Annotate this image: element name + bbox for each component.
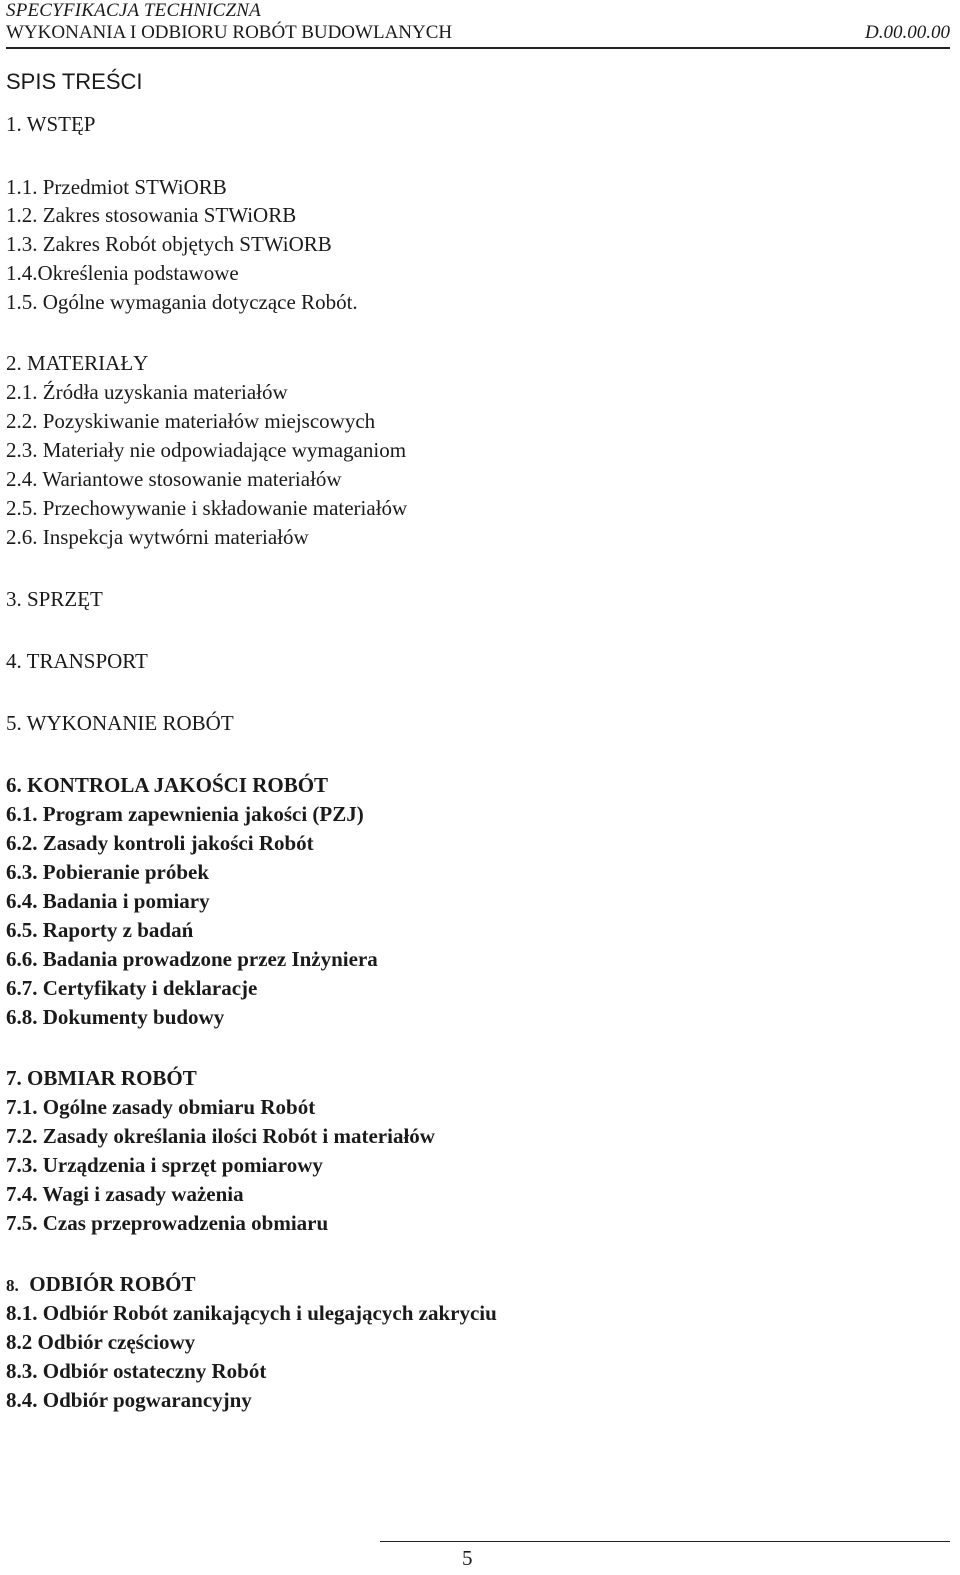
toc-item: 6.5. Raporty z badań — [6, 918, 194, 942]
toc-item: 1.3. Zakres Robót objętych STWiORB — [6, 232, 332, 256]
toc-heading-1: 1. WSTĘP — [6, 112, 96, 136]
toc-item: 6.3. Pobieranie próbek — [6, 860, 209, 884]
heading-8-number: 8. — [6, 1276, 19, 1295]
toc-heading-6: 6. KONTROLA JAKOŚCI ROBÓT — [6, 773, 329, 797]
toc-heading-7: 7. OBMIAR ROBÓT — [6, 1066, 197, 1090]
toc-item: 6.7. Certyfikaty i deklaracje — [6, 976, 258, 1000]
toc-item: 6.8. Dokumenty budowy — [6, 1005, 225, 1029]
toc-item: 7.3. Urządzenia i sprzęt pomiarowy — [6, 1153, 323, 1177]
toc-item: 2.2. Pozyskiwanie materiałów miejscowych — [6, 409, 376, 433]
heading-8-text: ODBIÓR ROBÓT — [29, 1272, 196, 1296]
toc-item: 6.6. Badania prowadzone przez Inżyniera — [6, 947, 378, 971]
toc-item: 7.5. Czas przeprowadzenia obmiaru — [6, 1211, 329, 1235]
header-subtitle: WYKONANIA I ODBIORU ROBÓT BUDOWLANYCH — [6, 22, 453, 43]
toc-item: 7.2. Zasady określania ilości Robót i materiałów — [6, 1124, 435, 1148]
toc-item: 2.1. Źródła uzyskania materiałów — [6, 380, 288, 404]
toc-item: 2.3. Materiały nie odpowiadające wymaganiom — [6, 438, 407, 462]
toc-title: SPIS TREŚCI — [6, 69, 143, 94]
toc-item: 2.4. Wariantowe stosowanie materiałów — [6, 467, 342, 491]
toc-heading-4: 4. TRANSPORT — [6, 649, 148, 673]
toc-item: 7.4. Wagi i zasady ważenia — [6, 1182, 244, 1206]
toc-item: 2.6. Inspekcja wytwórni materiałów — [6, 525, 309, 549]
toc-item: 8.1. Odbiór Robót zanikających i ulegających zakryciu — [6, 1301, 497, 1325]
document-code: D.00.00.00 — [865, 22, 950, 43]
toc-heading-3: 3. SPRZĘT — [6, 587, 103, 611]
toc-heading-8 — [6, 1272, 196, 1298]
toc-heading-5: 5. WYKONANIE ROBÓT — [6, 711, 234, 735]
toc-heading-2: 2. MATERIAŁY — [6, 351, 149, 375]
toc-item: 8.3. Odbiór ostateczny Robót — [6, 1359, 267, 1383]
toc-item: 1.2. Zakres stosowania STWiORB — [6, 203, 297, 227]
footer-divider — [380, 1541, 950, 1542]
toc-item: 6.2. Zasady kontroli jakości Robót — [6, 831, 314, 855]
header-title: SPECYFIKACJA TECHNICZNA — [6, 0, 261, 21]
toc-item: 8.2 Odbiór częściowy — [6, 1330, 196, 1354]
page-header — [6, 0, 950, 45]
page-number: 5 — [462, 1546, 473, 1570]
toc-item: 1.1. Przedmiot STWiORB — [6, 175, 227, 199]
toc-item: 8.4. Odbiór pogwarancyjny — [6, 1388, 252, 1412]
toc-item: 6.1. Program zapewnienia jakości (PZJ) — [6, 802, 364, 826]
header-divider — [6, 47, 950, 49]
toc-item: 2.5. Przechowywanie i składowanie materiałów — [6, 496, 408, 520]
toc-item: 6.4. Badania i pomiary — [6, 889, 210, 913]
header-subtitle-row — [6, 21, 950, 45]
toc-item: 1.5. Ogólne wymagania dotyczące Robót. — [6, 290, 358, 314]
toc-item: 1.4.Określenia podstawowe — [6, 261, 239, 285]
toc-item: 7.1. Ogólne zasady obmiaru Robót — [6, 1095, 316, 1119]
